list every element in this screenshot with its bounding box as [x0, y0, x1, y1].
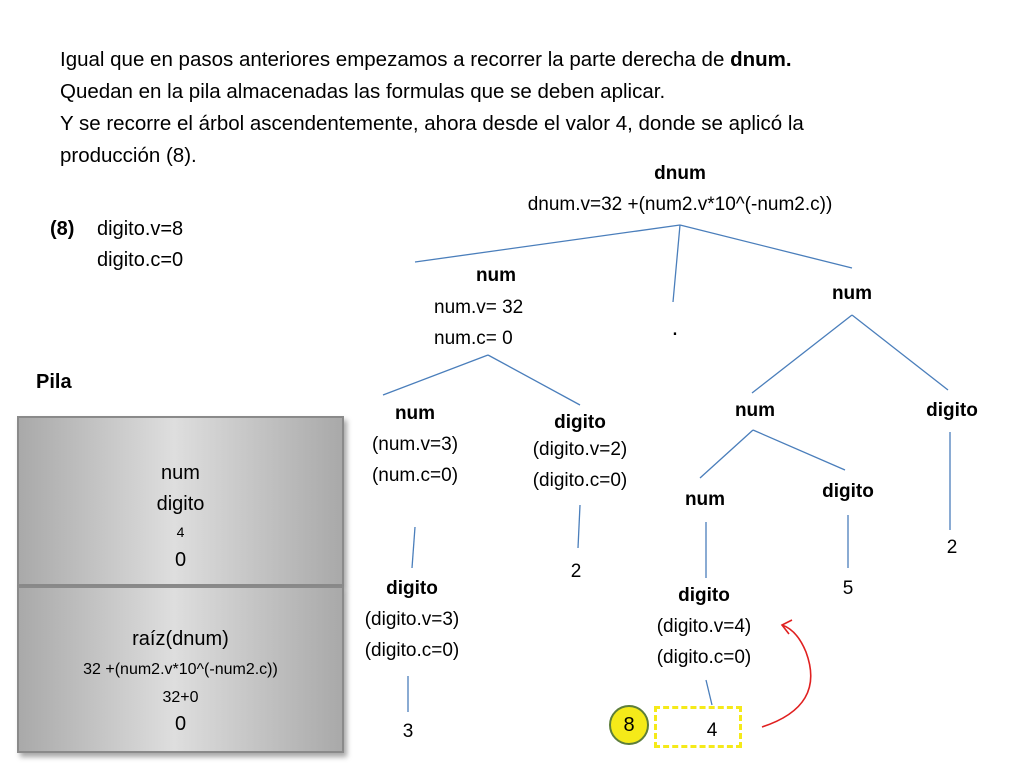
intro-line-3: Y se recorre el árbol ascendentemente, ahora desde el valor 4, donde se aplicó la	[60, 112, 804, 135]
left-num-label: num	[475, 265, 517, 286]
ll-digito-c: (digito.c=0)	[364, 640, 460, 661]
stack-bottom-line-3: 32+0	[162, 689, 199, 706]
lr-digito-value: 2	[570, 561, 582, 582]
rll-digito-c: (digito.c=0)	[656, 647, 752, 668]
stack-top-line-2: digito	[156, 493, 205, 515]
ll-digito-value: 3	[402, 721, 414, 742]
rll-digito-value: 4	[706, 720, 718, 741]
edge-root-dot	[673, 225, 680, 302]
stack-bottom-line-1: raíz(dnum)	[132, 628, 229, 650]
edge-root-rightnum	[680, 225, 852, 268]
ll-digito-v: (digito.v=3)	[364, 609, 460, 630]
root-dnum-formula: dnum.v=32 +(num2.v*10^(-num2.c))	[527, 194, 833, 215]
edge-root-leftnum	[415, 225, 680, 262]
rr-digito-value: 2	[946, 537, 958, 558]
lr-digito-c: (digito.c=0)	[532, 470, 628, 491]
rlr-digito-label: digito	[822, 481, 874, 502]
ll-num-c: (num.c=0)	[371, 465, 459, 486]
rlr-digito-value: 5	[842, 578, 854, 599]
edge-rlnum-rlrdigito	[753, 430, 845, 470]
stack-label: Pila	[36, 371, 72, 393]
intro-line-4: producción (8).	[60, 144, 197, 167]
rll-num-label: num	[684, 489, 726, 510]
production-line-2: digito.c=0	[97, 249, 184, 271]
ll-num-v: (num.v=3)	[371, 434, 459, 455]
root-dnum-label: dnum	[654, 163, 706, 184]
left-num-v: num.v= 32	[434, 297, 524, 318]
production-line-1: digito.v=8	[97, 218, 184, 240]
left-num-c: num.c= 0	[434, 328, 513, 349]
decimal-dot: .	[671, 314, 679, 341]
edge-leftnum-llnum	[383, 355, 488, 395]
stack-top-line-3: 4	[176, 524, 185, 540]
highlight-dashed-box	[654, 706, 742, 748]
edge-rightnum-rlnum	[752, 315, 852, 393]
lr-digito-v: (digito.v=2)	[532, 439, 628, 460]
stack-top-line-4: 0	[174, 549, 187, 571]
rr-digito-label: digito	[926, 400, 978, 421]
edge-lrdigito-value	[578, 505, 580, 548]
right-num-label: num	[831, 283, 873, 304]
stack-bottom-line-2: 32 +(num2.v*10^(-num2.c))	[83, 661, 278, 678]
rl-num-label: num	[734, 400, 776, 421]
lr-digito-label: digito	[554, 412, 606, 433]
intro-dnum-bold: dnum.	[730, 48, 792, 71]
production-number: (8)	[50, 218, 75, 240]
rll-digito-label: digito	[678, 585, 730, 606]
edge-rlnum-rllnum	[700, 430, 753, 478]
edge-rightnum-rrdigito	[852, 315, 948, 390]
ll-digito-label: digito	[386, 578, 438, 599]
ll-num-label: num	[394, 403, 436, 424]
edge-rlldigito-value	[706, 680, 712, 705]
edge-leftnum-lrdigito	[488, 355, 580, 405]
red-arrow	[762, 620, 811, 727]
intro-line-1: Igual que en pasos anteriores empezamos a recorrer la parte derecha de dnum.	[60, 48, 792, 71]
rll-digito-v: (digito.v=4)	[656, 616, 752, 637]
production-8-badge: 8	[609, 705, 649, 745]
stack-top-line-1: num	[161, 462, 200, 484]
intro-line-2: Quedan en la pila almacenadas las formulas que se deben aplicar.	[60, 80, 666, 103]
stack-bottom-line-4: 0	[174, 713, 187, 735]
edge-llnum-lldigito	[412, 527, 415, 568]
